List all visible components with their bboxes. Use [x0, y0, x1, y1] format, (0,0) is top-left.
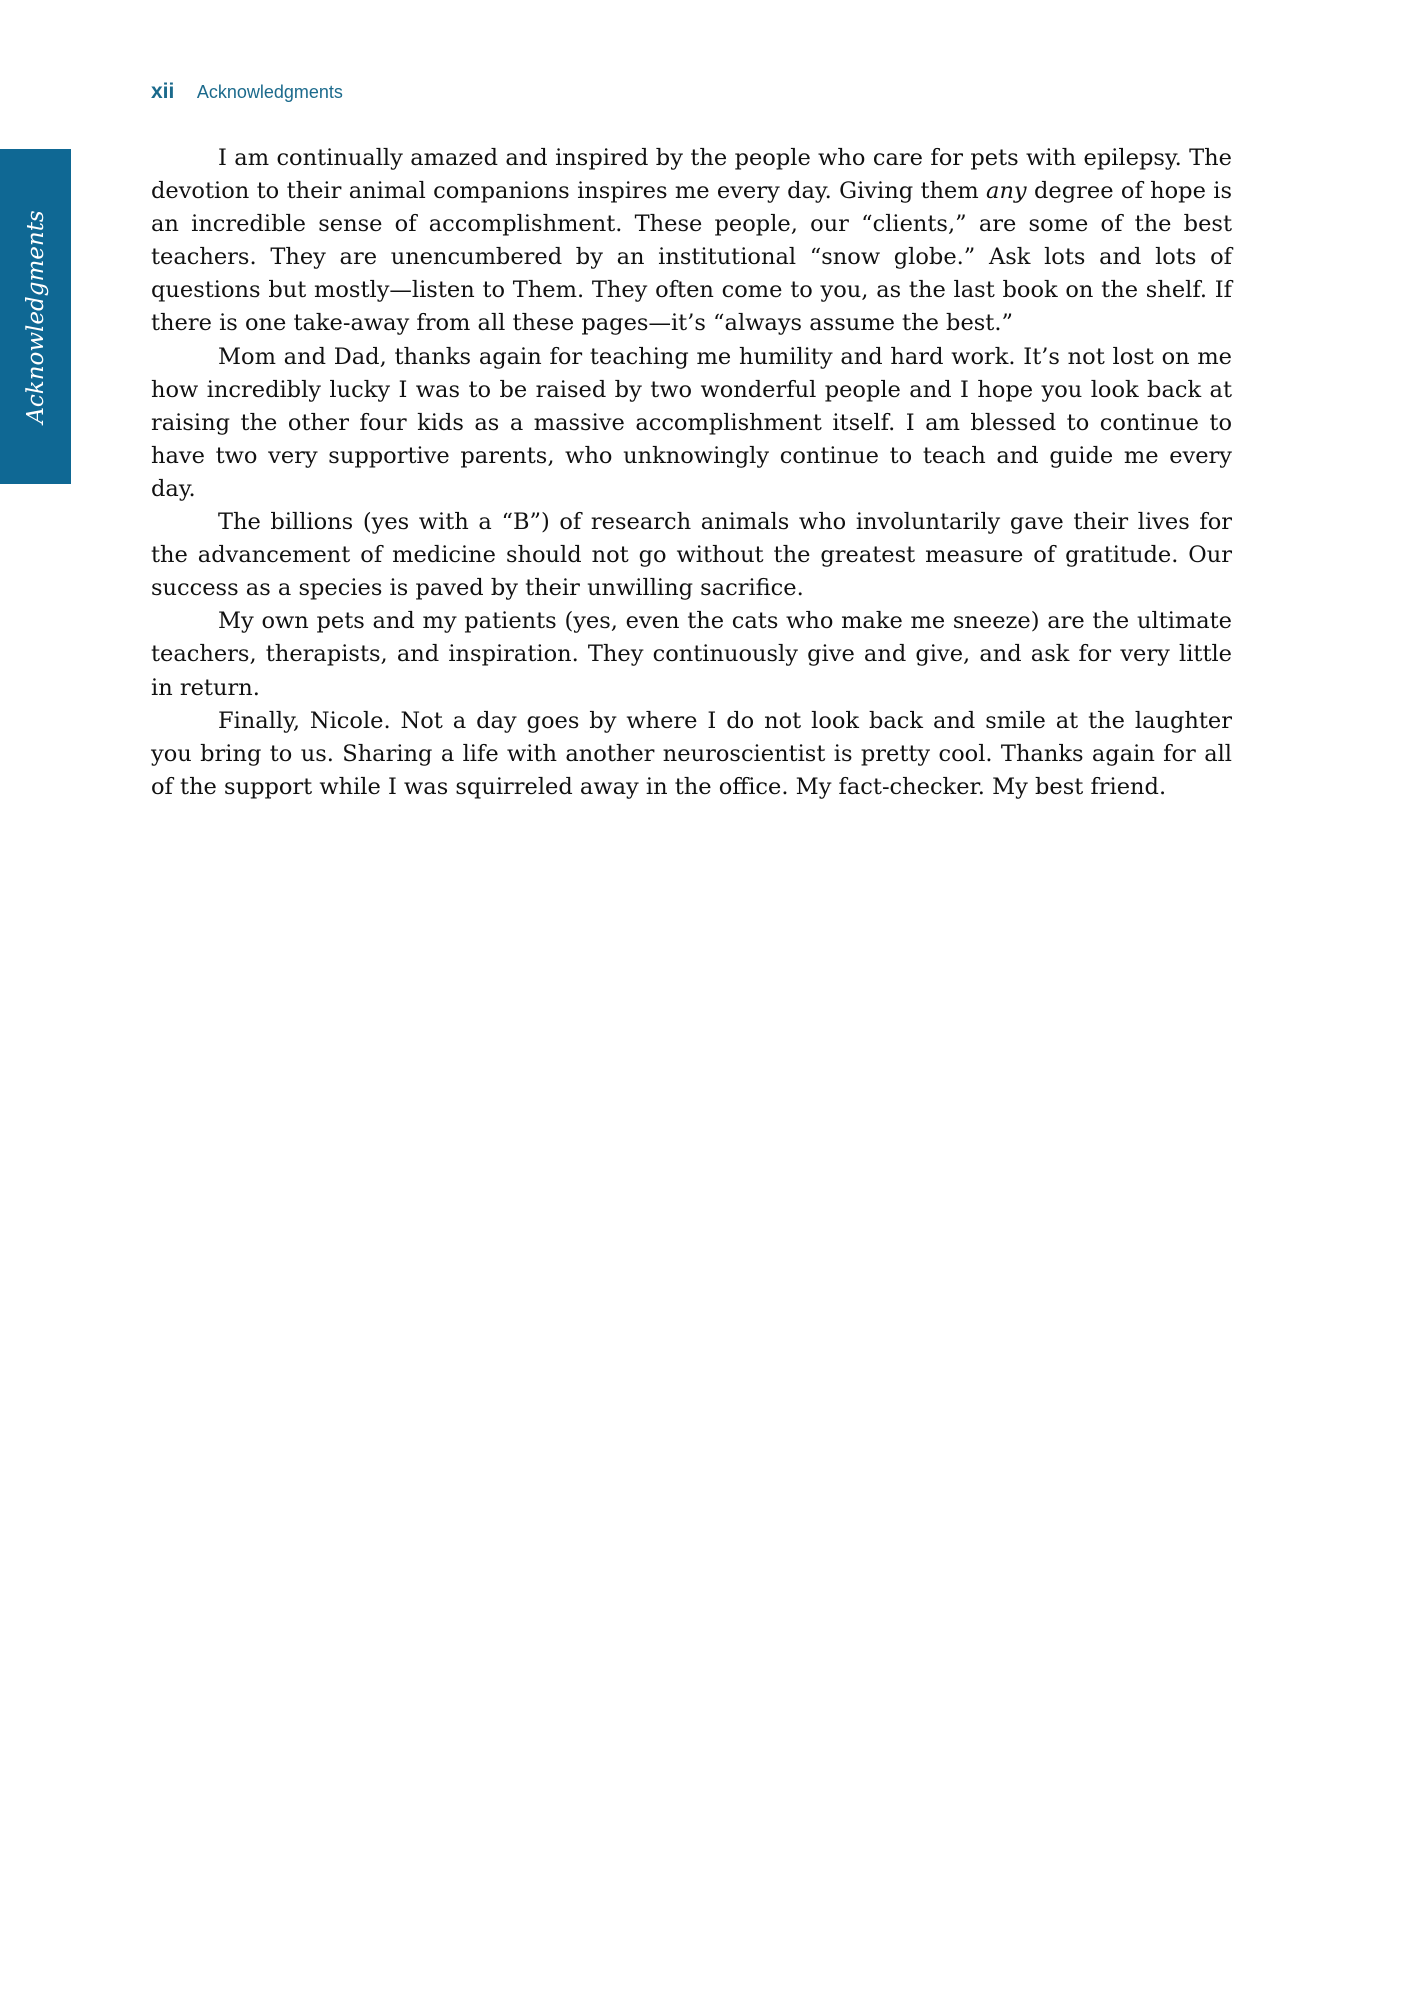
running-header — [151, 80, 343, 104]
page-number: xii — [151, 80, 175, 103]
body-text — [151, 142, 1232, 804]
section-thumb-tab — [0, 149, 71, 484]
paragraph: Finally, Nicole. Not a day goes by where I do not look back and smile at the laughter you bring to us. Sharing a life with another neuroscientist is pretty cool. Thanks again for all of the support while I was squirreled away in the office. My fact-checker. My best friend. — [151, 707, 1232, 800]
paragraph-text: I am continually amazed and inspired by the people who care for pets with epilepsy. The devotion to their animal companions inspires me every day. Giving them — [151, 145, 1232, 205]
paragraph: Mom and Dad, thanks again for teaching me humility and hard work. It’s not lost on me how incredibly lucky I was to be raised by two wonderful people and I hope you look back at raising the other four kids as a massive accomplishment itself. I am blessed to continue to have two very supportive parents, who unknowingly continue to teach and guide me every day. — [151, 343, 1232, 502]
paragraph: My own pets and my patients (yes, even the cats who make me sneeze) are the ultimate teachers, therapists, and inspiration. They continuously give and give, and ask for very little in return. — [151, 608, 1232, 701]
section-title: Acknowledgments — [196, 82, 343, 102]
paragraph-text: degree of hope is an incredible sense of accomplishment. These people, our “clients,” are some of the best teachers. They are unencumbered by an institutional “snow globe.” Ask lots and lots of questions but mostly—listen to Them. They often come to you, as the last book on the shelf. If there is one take-away from all these pages—it’s “always assume the best.” — [151, 178, 1232, 337]
emphasis-text: any — [986, 178, 1027, 205]
side-tab-label: Acknowledgments — [22, 209, 49, 424]
paragraph: The billions (yes with a “B”) of research animals who involuntarily gave their lives for the advancement of medicine should not go without the greatest measure of gratitude. Our success as a species is paved by their unwilling sacrifice. — [151, 509, 1232, 602]
paragraph — [151, 142, 1232, 341]
